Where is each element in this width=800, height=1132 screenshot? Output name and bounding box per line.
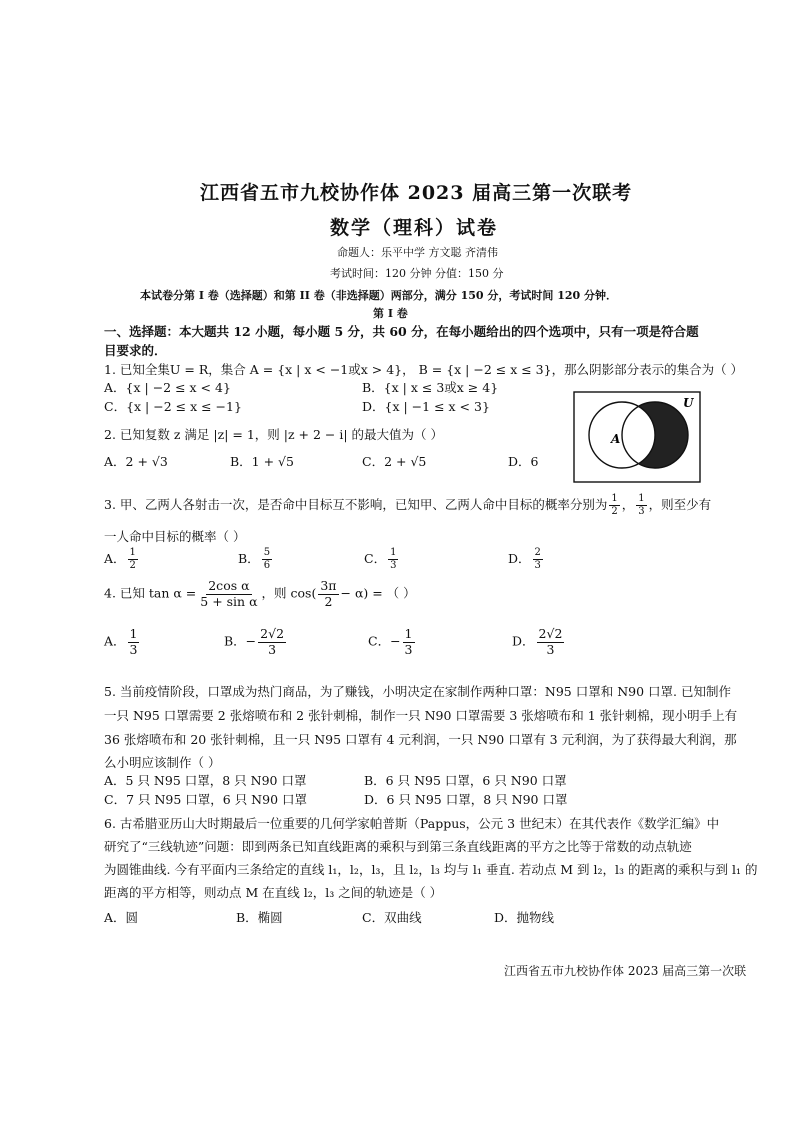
q3-option-c: C． $\frac{1}{3}$: [364, 547, 397, 571]
q5-line-1: 5. 当前疫情阶段，口罩成为热门商品，为了赚钱，小明决定在家制作两种口罩：N95 口罩和 N90 口罩. 已知制作: [104, 684, 731, 699]
q3-option-d: D． $\frac{2}{3}$: [508, 547, 541, 571]
section-heading-line2: 目要求的．: [104, 343, 167, 358]
q6-line-3: 为圆锥曲线. 今有平面内三条给定的直线 l₁，l₂，l₃，且 l₂，l₃ 均与 l₁ 垂直. 若动点 M 到 l₂，l₃ 的距离的乘积与到 l₁ 的: [104, 862, 758, 877]
q6-line-1: 6. 古希腊亚历山大时期最后一位重要的几何学家帕普斯（Pappus，公元 3 世纪末）在其代表作《数学汇编》中: [104, 816, 720, 831]
q4-fraction-angle: $\frac{3\pi}{2}$: [320, 578, 337, 609]
q5-line-2: 一只 N95 口罩需要 2 张熔喷布和 2 张针刺棉，制作一只 N90 口罩需要 3 张熔喷布和 1 张针刺棉，现小明手上有: [104, 708, 738, 723]
venn-label-a: A: [611, 432, 621, 446]
q6-line-2: 研究了“三线轨迹”问题：即到两条已知直线距离的乘积与到第三条直线距离的平方之比等于常数的动点轨迹: [104, 839, 692, 854]
q1-option-a: A．{x | −2 ≤ x < 4}: [104, 380, 231, 395]
q3-option-a: A． $\frac{1}{2}$: [104, 547, 136, 571]
volume-label: 第 I 卷: [373, 307, 408, 320]
exam-authors: 命题人：乐平中学 方文聪 齐清伟: [337, 246, 498, 259]
q5-option-b: B．6 只 N95 口罩，6 只 N90 口罩: [364, 773, 567, 788]
q2-option-c: C．2 + √5: [362, 454, 427, 469]
exam-time-score: 考试时间：120 分钟 分值：150 分: [330, 267, 504, 280]
q5-option-d: D．6 只 N95 口罩，8 只 N90 口罩: [364, 792, 568, 807]
page-footer: 江西省五市九校协作体 2023 届高三第一次联: [504, 964, 747, 978]
q6-option-d: D．抛物线: [494, 910, 555, 925]
q3-stem-a: 3. 甲、乙两人各射击一次，是否命中目标互不影响，已知甲、乙两人命中目标的概率分别为: [104, 497, 608, 512]
exam-instructions: 本试卷分第 I 卷（选择题）和第 II 卷（非选择题）两部分，满分 150 分，考试时间 120 分钟．: [140, 289, 617, 302]
q3-fraction-1: $\frac{1}{2}$: [611, 493, 618, 517]
q3-stem: 3. 甲、乙两人各射击一次，是否命中目标互不影响，已知甲、乙两人命中目标的概率分别为 $\frac{1}{2}$ ， $\frac{1}{3}$ ，则至少有: [104, 493, 712, 517]
q1-option-b: B．{x | x ≤ 3或x ≥ 4}: [362, 380, 499, 395]
q4-option-d: D． $\frac{2√2}{3}$: [512, 626, 563, 657]
q1-option-c: C．{x | −2 ≤ x ≤ −1}: [104, 399, 242, 414]
q6-option-a: A．圆: [104, 910, 139, 925]
q4-option-b: B．− $\frac{2√2}{3}$: [224, 626, 285, 657]
q6-option-b: B．椭圆: [236, 910, 283, 925]
q2-option-b: B．1 + √5: [230, 454, 294, 469]
q4-fraction-tan: $\frac{\text{2cos α}}{\text{5 + sin α}}$: [200, 578, 258, 609]
exam-subtitle: 数学（理科）试卷: [330, 217, 499, 239]
venn-diagram: [573, 391, 701, 483]
exam-title: 江西省五市九校协作体 2023 届高三第一次联考: [200, 182, 633, 204]
q4-option-a: A． $\frac{1}{3}$: [104, 626, 138, 657]
section-heading-line1: 一、选择题：本大题共 12 小题，每小题 5 分，共 60 分，在每小题给出的四个选项中，只有一项是符合题: [104, 324, 699, 339]
q5-line-3: 36 张熔喷布和 20 张针刺棉，且一只 N95 口罩有 4 元利润，一只 N90 口罩有 3 元利润，为了获得最大利润，那: [104, 732, 737, 747]
q1-option-d: D．{x | −1 ≤ x < 3}: [362, 399, 490, 414]
q3-stem-b: ，则至少有: [648, 497, 712, 512]
q1-stem: 1. 已知全集U = R，集合 A = {x | x < −1或x > 4}， B = {x | −2 ≤ x ≤ 3}，那么阴影部分表示的集合为（ ）: [104, 362, 744, 377]
q2-stem: 2. 已知复数 z 满足 |z| = 1，则 |z + 2 − i| 的最大值为（ ）: [104, 427, 444, 442]
q6-option-c: C．双曲线: [362, 910, 422, 925]
q2-option-d: D．6: [508, 454, 539, 469]
q3-fraction-2: $\frac{1}{3}$: [638, 493, 645, 517]
q5-option-c: C．7 只 N95 口罩，6 只 N90 口罩: [104, 792, 307, 807]
q5-option-a: A．5 只 N95 口罩，8 只 N90 口罩: [104, 773, 307, 788]
q2-option-a: A．2 + √3: [104, 454, 168, 469]
q4-option-c: C．− $\frac{1}{3}$: [368, 626, 413, 657]
q6-line-4: 距离的平方相等，则动点 M 在直线 l₂，l₃ 之间的轨迹是（ ）: [104, 885, 443, 900]
q5-line-4: 么小明应该制作（ ）: [104, 755, 221, 770]
q3-option-b: B． $\frac{5}{6}$: [238, 547, 271, 571]
q3-stem-c: 一人命中目标的概率（ ）: [104, 529, 246, 544]
venn-label-u: U: [683, 396, 694, 410]
q4-stem: 4. 已知 tan α = $\frac{\text{2cos α}}{\text{5 + sin α}}$ ，则 cos( $\frac{3\pi}{2}$ − α) = （ ）: [104, 578, 416, 609]
